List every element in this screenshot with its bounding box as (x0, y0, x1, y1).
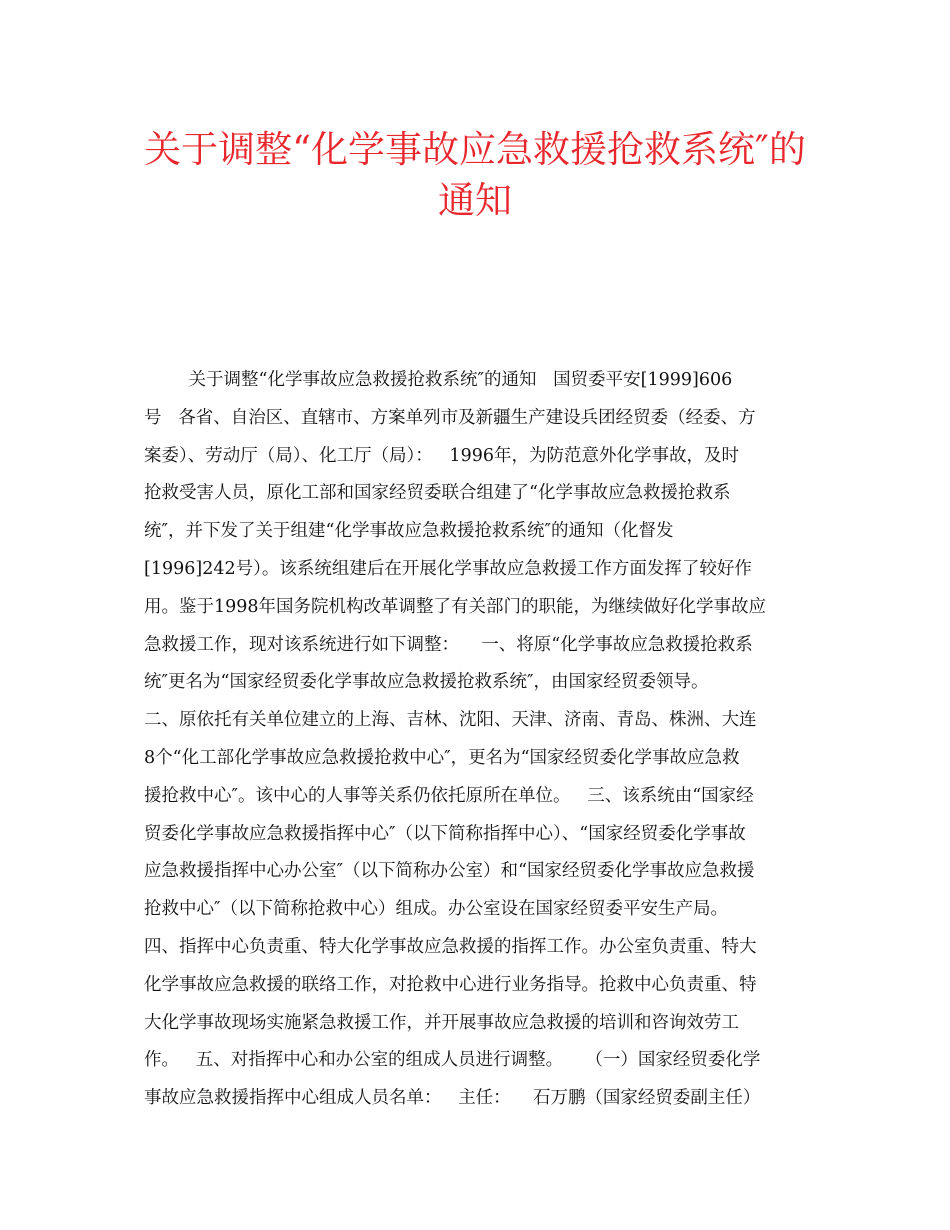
body-line: 二、原依托有关单位建立的上海、吉林、沈阳、天津、济南、青岛、株洲、大连 (144, 710, 757, 731)
body-line: 化学事故应急救援的联络工作，对抢救中心进行业务指导。抢救中心负责重、特 (144, 974, 757, 995)
body-line: 事故应急救援指挥中心组成人员名单： 主任： 石万鹏（国家经贸委副主任） (144, 1088, 761, 1109)
body-line: 8个“化工部化学事故应急救援抢救中心″，更名为“国家经贸委化学事故应急救 (144, 747, 740, 768)
body-line: 援抢救中心″。该中心的人事等关系仍依托原所在单位。 三、该系统由“国家经 (144, 785, 754, 806)
body-line: 作。 五、对指挥中心和办公室的组成人员进行调整。 （一）国家经贸委化学 (144, 1050, 761, 1071)
body-line: [1996]242号）。该系统组建后在开展化学事故应急救援工作方面发挥了较好作 (144, 558, 752, 579)
body-line: 应急救援指挥中心办公室″（以下简称办公室）和“国家经贸委化学事故应急救援 (144, 861, 755, 882)
body-line: 抢救受害人员，原化工部和国家经贸委联合组建了“化学事故应急救援抢救系 (144, 483, 731, 504)
body-line: 统″更名为“国家经贸委化学事故应急救援抢救系统″，由国家经贸委领导。 (144, 672, 709, 693)
body-line: 抢救中心″（以下简称抢救中心）组成。办公室设在国家经贸委平安生产局。 (144, 899, 729, 920)
body-line: 统″，并下发了关于组建“化学事故应急救援抢救系统″的通知（化督发 (144, 521, 674, 542)
body-line: 大化学事故现场实施紧急救援工作，并开展事故应急救援的培训和咨询效劳工 (144, 1012, 739, 1033)
title-line-1: 关于调整“化学事故应急救援抢救系统″的 (144, 128, 806, 171)
title-line-2: 通知 (438, 179, 512, 222)
document-body (144, 362, 810, 1118)
body-line: 贸委化学事故应急救援指挥中心″（以下简称指挥中心）、“国家经贸委化学事故 (144, 823, 746, 844)
document-title (0, 124, 950, 226)
body-line: 用。鉴于1998年国务院机构改革调整了有关部门的职能，为继续做好化学事故应 (144, 596, 767, 617)
body-line: 关于调整“化学事故应急救援抢救系统″的通知 国贸委平安[1999]606 (144, 370, 733, 390)
body-line: 四、指挥中心负责重、特大化学事故应急救援的指挥工作。办公室负责重、特大 (144, 936, 757, 957)
body-line: 案委）、劳动厅（局）、化工厅（局）： 1996年，为防范意外化学事故，及时 (144, 445, 739, 466)
body-line: 急救援工作，现对该系统进行如下调整： 一、将原“化学事故应急救援抢救系 (144, 634, 753, 655)
body-line: 号 各省、自治区、直辖市、方案单列市及新疆生产建设兵团经贸委（经委、方 (144, 407, 756, 428)
